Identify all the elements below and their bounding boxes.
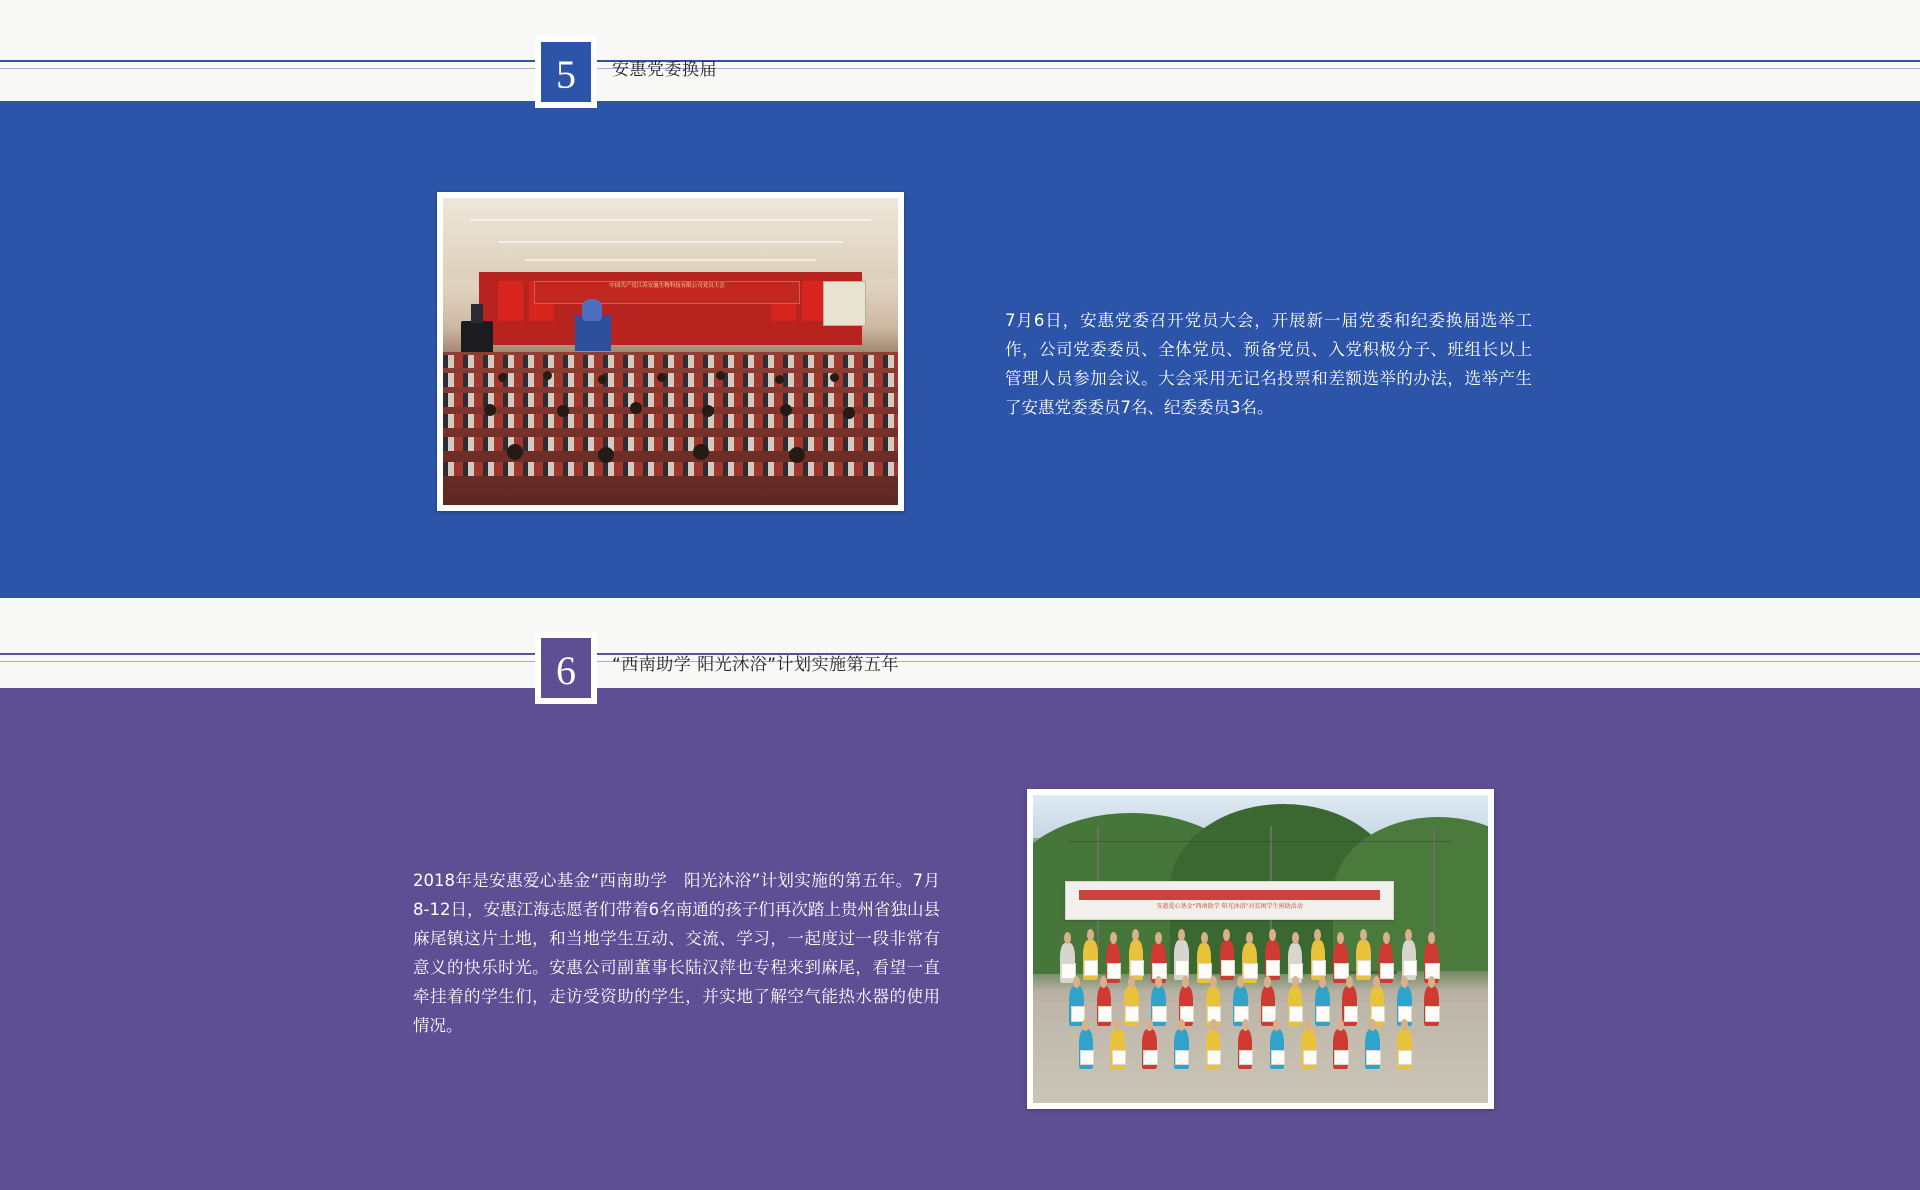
section-5-photo-image: [443, 198, 898, 505]
section-5-number: 5: [535, 36, 597, 108]
section-6-band: [0, 688, 1920, 1190]
section-5-body: 7月6日，安惠党委召开党员大会，开展新一届党委和纪委换届选举工作，公司党委委员、全体党员、预备党员、入党积极分子、班组长以上管理人员参加会议。大会采用无记名投票和差额选举的办法，选举产生了安惠党委委员7名、纪委委员3名。: [1005, 311, 1532, 417]
section-6-body: 2018年是安惠爱心基金“西南助学 阳光沐浴”计划实施的第五年。7月8-12日，安惠江海志愿者们带着6名南通的孩子们再次踏上贵州省独山县麻尾镇这片土地，和当地学生互动、交流、学习，一起度过一段非常有意义的快乐时光。安惠公司副董事长陆汉萍也专程来到麻尾，看望一直牵挂着的学生们，走访受资助的学生，并实地了解空气能热水器的使用情况。: [413, 871, 940, 1035]
photo-banner-text: 安惠爱心基金“西南助学 阳光沐浴”对贫困学生捐助活动: [1156, 902, 1303, 910]
section-6-rule-top: [0, 653, 1920, 655]
section-5-rule-top: [0, 60, 1920, 62]
section-6-photo-image: [1033, 795, 1488, 1103]
section-5-photo: [437, 192, 904, 511]
section-5-title: 安惠党委换届: [612, 60, 717, 80]
section-5-rule-bottom: [0, 68, 1920, 69]
photo-banner-text: 中国共产党江苏安惠生物科技有限公司党员大会: [609, 282, 725, 289]
section-5-band: [0, 101, 1920, 598]
section-6-number: 6: [535, 632, 597, 704]
section-6-photo: [1027, 789, 1494, 1109]
section-6-title: “西南助学 阳光沐浴”计划实施第五年: [612, 655, 900, 675]
section-6-rule-bottom: [0, 661, 1920, 662]
